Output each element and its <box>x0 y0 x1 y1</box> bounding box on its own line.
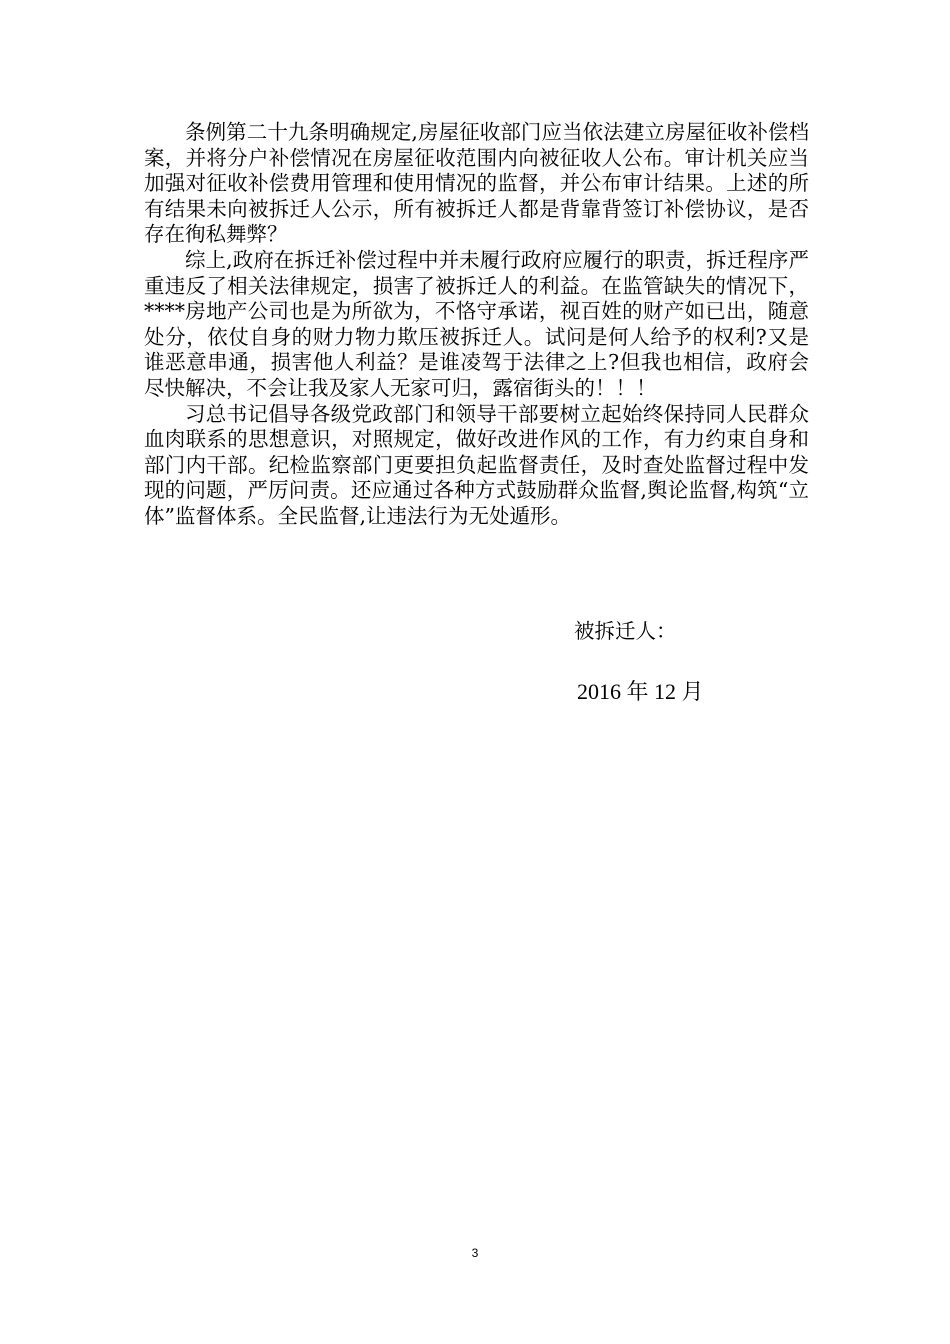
date-line: 2016 年 12 月 <box>577 679 704 704</box>
signature-label: 被拆迁人： <box>574 619 677 643</box>
document-body <box>144 120 809 530</box>
paragraph-1: 条例第二十九条明确规定,房屋征收部门应当依法建立房屋征收补偿档案，并将分户补偿情况在房屋征收范围内向被征收人公布。审计机关应当加强对征收补偿费用管理和使用情况的监督，并公布审计结果。上述的所有结果未向被拆迁人公示，所有被拆迁人都是背靠背签订补偿协议，是否存在徇私舞弊？ <box>144 120 809 247</box>
page-number: 3 <box>471 1246 479 1260</box>
paragraph-2: 综上,政府在拆迁补偿过程中并未履行政府应履行的职责，拆迁程序严重违反了相关法律规定，损害了被拆迁人的利益。在监管缺失的情况下，****房地产公司也是为所欲为，不恪守承诺，视百姓的财产如已出，随意处分，依仗自身的财力物力欺压被拆迁人。试问是何人给予的权利?又是谁恶意串通，损害他人利益？是谁凌驾于法律之上?但我也相信，政府会尽快解决，不会让我及家人无家可归，露宿街头的！！！ <box>144 247 809 400</box>
paragraph-3: 习总书记倡导各级党政部门和领导干部要树立起始终保持同人民群众血肉联系的思想意识，对照规定，做好改进作风的工作，有力约束自身和部门内干部。纪检监察部门更要担负起监督责任，及时查处监督过程中发现的问题，严厉问责。还应通过各种方式鼓励群众监督,舆论监督,构筑“立体”监督体系。全民监督,让违法行为无处遁形。 <box>144 401 809 528</box>
